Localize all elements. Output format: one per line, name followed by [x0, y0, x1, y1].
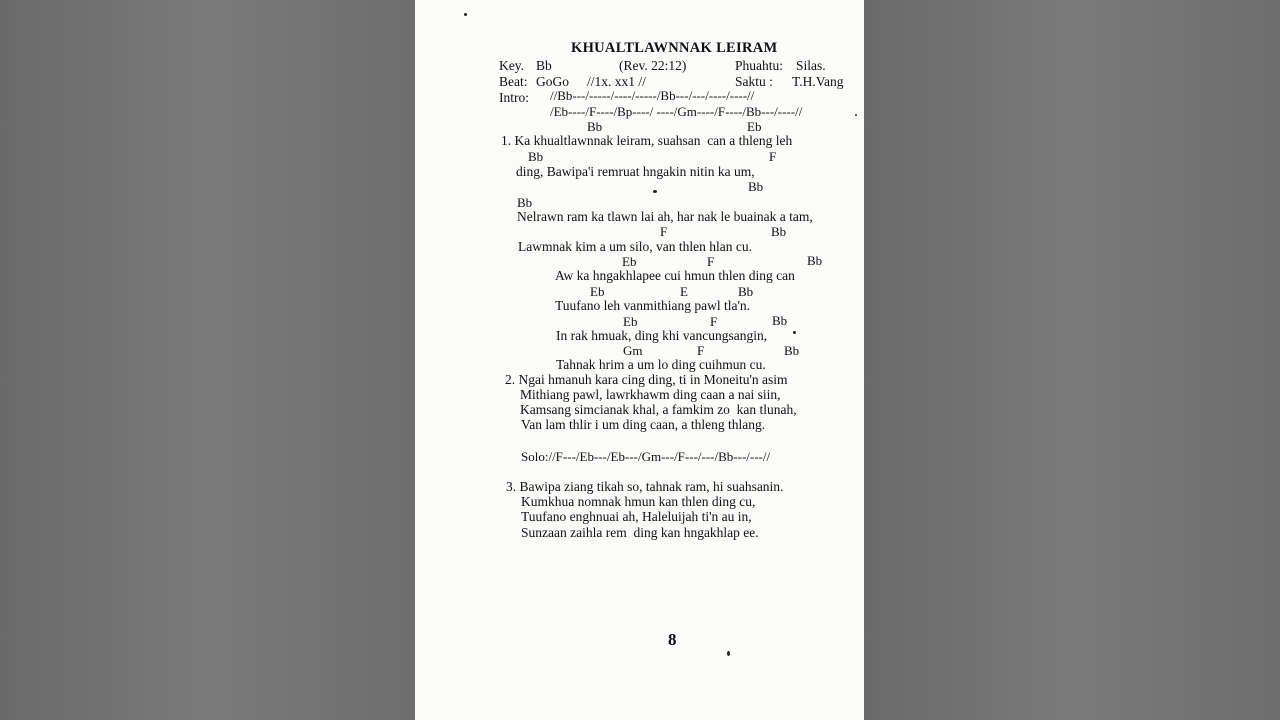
verse-2-line-2: Mithiang pawl, lawrkhawm ding caan a nai siin,: [520, 387, 781, 402]
chord: Eb: [747, 119, 762, 134]
verse-2-line-3: Kamsang simcianak khal, a famkim zo kan tlunah,: [520, 402, 797, 417]
chord: Bb: [517, 195, 533, 210]
chord: Bb: [784, 343, 800, 358]
intro-label: Intro:: [499, 90, 529, 105]
scan-speck: [464, 13, 467, 16]
chord: Eb: [622, 254, 637, 269]
composer-label: Phuahtu:: [735, 58, 784, 73]
left-background-panel: [0, 0, 415, 720]
key-label: Key.: [499, 58, 524, 73]
scripture-reference: (Rev. 22:12): [619, 58, 687, 73]
chorus-line-2: Tuufano leh vanmithiang pawl tla'n.: [555, 298, 751, 313]
scan-speck: [727, 651, 730, 656]
verse-1-line-1: 1. Ka khualtlawnnak leiram, suahsan can a thleng leh: [501, 133, 793, 148]
composer-value: Silas.: [796, 58, 826, 73]
lyricist-value: T.H.Vang: [792, 74, 844, 89]
chord: Eb: [590, 284, 605, 299]
right-background-panel: [864, 0, 1280, 720]
solo-chord-line: Solo://F---/Eb---/Eb---/Gm---/F---/---/Bb---/---//: [521, 449, 771, 464]
verse-1-line-2: ding, Bawipa'i remruat hngakin nitin ka um,: [516, 164, 755, 179]
chord: Bb: [738, 284, 754, 299]
verse-3-line-4: Sunzaan zaihla rem ding kan hngakhlap ee.: [521, 525, 759, 540]
scan-speck: [653, 190, 657, 193]
intro-chords-line-1: //Bb---/-----/----/-----/Bb---/---/----/----//: [550, 88, 755, 103]
chord: F: [660, 224, 668, 239]
chord: Bb: [748, 179, 764, 194]
chord: Bb: [528, 149, 544, 164]
verse-1-line-4: Lawmnak kim a um silo, van thlen hlan cu.: [518, 239, 752, 254]
verse-3-line-3: Tuufano enghnuai ah, Haleluijah ti'n au in,: [521, 509, 752, 524]
beat-value: GoGo: [536, 74, 569, 89]
chord: E: [680, 284, 688, 299]
scan-speck: [855, 114, 857, 116]
beat-label: Beat:: [499, 74, 528, 89]
page-number: 8: [668, 630, 677, 649]
intro-chords-line-2: /Eb----/F----/Bp----/ ----/Gm----/F----/Bb---/----//: [550, 104, 803, 119]
chord: Bb: [807, 253, 823, 268]
verse-3-line-1: 3. Bawipa ziang tikah so, tahnak ram, hi suahsanin.: [506, 479, 784, 494]
verse-2-line-4: Van lam thlir i um ding caan, a thleng thlang.: [521, 417, 766, 432]
verse-2-line-1: 2. Ngai hmanuh kara cing ding, ti in Moneitu'n asim: [505, 372, 788, 387]
chorus-line-1: Aw ka hngakhlapee cui hmun thlen ding can: [555, 268, 795, 283]
lyricist-label: Saktu :: [735, 74, 773, 89]
song-sheet-page: [415, 0, 864, 720]
chord: F: [697, 343, 705, 358]
chord: F: [710, 314, 718, 329]
chord: F: [769, 149, 777, 164]
key-value: Bb: [536, 58, 552, 73]
beat-pattern: //1x. xx1 //: [587, 74, 646, 89]
chord: Eb: [623, 314, 638, 329]
verse-3-line-2: Kumkhua nomnak hmun kan thlen ding cu,: [521, 494, 756, 509]
chord: F: [707, 254, 715, 269]
song-title: KHUALTLAWNNAK LEIRAM: [571, 40, 778, 56]
chorus-line-4: Tahnak hrim a um lo ding cuihmun cu.: [556, 357, 766, 372]
chord: Gm: [623, 343, 643, 358]
verse-1-line-3: Nelrawn ram ka tlawn lai ah, har nak le buainak a tam,: [517, 209, 813, 224]
chord: Bb: [587, 119, 603, 134]
chord: Bb: [772, 313, 788, 328]
scan-speck: [793, 331, 796, 334]
chord: Bb: [771, 224, 787, 239]
chorus-line-3: In rak hmuak, ding khi vancungsangin,: [556, 328, 768, 343]
